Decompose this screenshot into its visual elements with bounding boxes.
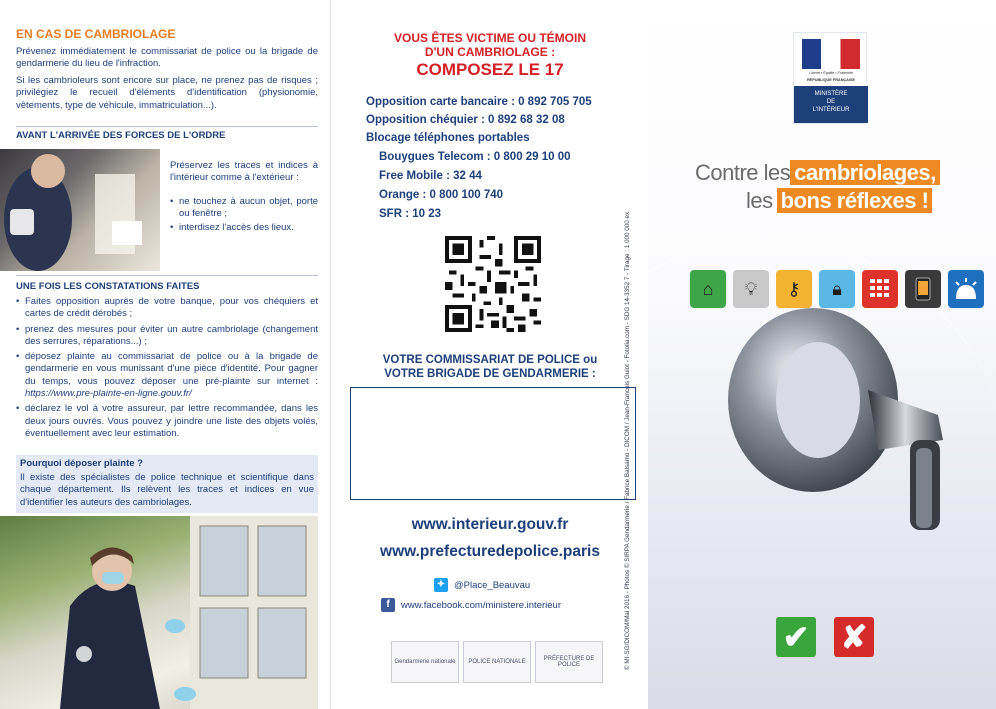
phone-orange: Orange : 0 800 100 740 bbox=[379, 189, 504, 201]
avant-intro: Préservez les traces et indices à l'intérieur comme à l'extérieur : bbox=[170, 160, 318, 184]
address-box[interactable] bbox=[350, 387, 636, 500]
avant-item-1: • ne touchez à aucun objet, porte ou fenêtre ; bbox=[170, 196, 318, 221]
blocage-title: Blocage téléphones portables bbox=[366, 132, 530, 144]
tagline-2-text: les bbox=[746, 188, 773, 213]
phone-sfr: SFR : 10 23 bbox=[379, 208, 441, 220]
constat-item-4: • déclarez le vol à votre assureur, par lettre recommandée, dans les deux jours ouvrés. Vous pouvez y joindre une liste des objets volés, éventuellement avec leur estimation. bbox=[16, 403, 318, 440]
police-nationale-logo bbox=[463, 641, 531, 683]
url-prefecture[interactable]: www.prefecturedepolice.paris bbox=[380, 543, 600, 560]
cambriolage-paragraph-1: Prévenez immédiatement le commissariat de police ou la brigade de gendarmerie du lieu de l'infraction. bbox=[16, 46, 318, 70]
ministere-line-1: MINISTÈRE bbox=[814, 91, 848, 97]
key-illustration bbox=[718, 300, 978, 550]
pourquoi-text: Il existe des spécialistes de police technique et scientifique dans chaque département. Ils relèvent les traces et indices en vue d'identifier les auteurs des cambriolages. bbox=[20, 472, 314, 508]
phone-free: Free Mobile : 32 44 bbox=[379, 170, 482, 182]
ministere-line-3: L'INTÉRIEUR bbox=[812, 107, 850, 113]
republique-francaise: RÉPUBLIQUE FRANÇAISE bbox=[806, 78, 856, 82]
legal-mentions: © MI-SG/DICOM/Mai 2016 - Photos © SIRPA Gendarmerie / Fabrice Balsamo - DICOM / Jean-Francois Guiot - Fotolia.com - SDG 14-3352 7 - Tirage : 1 000 000 ex. bbox=[624, 210, 631, 670]
avant-item-2: • interdisez l'accès des lieux. bbox=[170, 222, 318, 234]
headline-line-2: D'UN CAMBRIOLAGE : bbox=[424, 45, 556, 59]
police-logo-text: POLICE NATIONALE bbox=[468, 659, 526, 665]
constat-item-3 bbox=[16, 351, 318, 400]
gendarmerie-logo-text: Gendarmerie nationale bbox=[394, 659, 456, 665]
divider bbox=[16, 275, 318, 276]
facebook-url: www.facebook.com/ministere.interieur bbox=[401, 599, 561, 611]
opposition-cheque: Opposition chéquier : 0 892 68 32 08 bbox=[366, 114, 565, 126]
cambriolage-paragraph-2: Si les cambrioleurs sont encore sur place, ne prenez pas de risques ; privilégiez le recueil d'éléments d'identification (physionomie, vêtements, type de véhicule, immatriculation...). bbox=[16, 75, 318, 111]
marianne-logo bbox=[793, 32, 867, 124]
gendarme-photo bbox=[0, 149, 160, 271]
cambriolage-title: EN CAS DE CAMBRIOLAGE bbox=[16, 27, 176, 41]
facebook-icon: f bbox=[381, 598, 395, 612]
facebook-row[interactable] bbox=[381, 598, 561, 612]
qr-code[interactable] bbox=[445, 236, 541, 332]
middle-panel bbox=[330, 0, 648, 709]
headline-line-1: VOUS ÊTES VICTIME OU TÉMOIN bbox=[393, 31, 587, 45]
check-icon: ✔ bbox=[776, 617, 816, 657]
divider bbox=[16, 126, 318, 127]
twitter-handle: @Place_Beauvau bbox=[454, 579, 531, 591]
twitter-icon: ✦ bbox=[434, 578, 448, 592]
pourquoi-title: Pourquoi déposer plainte ? bbox=[20, 458, 143, 469]
ministere-line-2: DE bbox=[826, 99, 836, 105]
tagline-1-text: Contre les bbox=[695, 160, 791, 185]
gendarmerie-logo bbox=[391, 641, 459, 683]
constat-list bbox=[16, 296, 318, 440]
constat-item-2: • prenez des mesures pour éviter un autre cambriolage (changement des serrures, réparations...) ; bbox=[16, 324, 318, 349]
ministere-block bbox=[794, 86, 868, 123]
preplainte-link[interactable]: https://www.pre-plainte-en-ligne.gouv.fr/ bbox=[25, 388, 192, 400]
twitter-row[interactable] bbox=[434, 578, 530, 592]
tagline-line-2 bbox=[746, 188, 932, 214]
marianne-motto: Liberté • Égalité • Fraternité bbox=[809, 71, 853, 75]
left-panel bbox=[0, 0, 330, 709]
forensic-photo bbox=[0, 516, 318, 709]
constat-item-1: • Faites opposition auprès de votre banque, pour vos chéquiers et cartes de crédit dérobés ; bbox=[16, 296, 318, 321]
tagline-1-highlight: cambriolages, bbox=[790, 160, 939, 185]
headline-call-17: COMPOSEZ LE 17 bbox=[416, 60, 564, 79]
key-icon: ⚷ bbox=[776, 270, 812, 308]
avant-title: AVANT L'ARRIVÉE DES FORCES DE L'ORDRE bbox=[16, 130, 226, 141]
opposition-carte: Opposition carte bancaire : 0 892 705 705 bbox=[366, 96, 592, 108]
cross-icon: ✘ bbox=[834, 617, 874, 657]
marianne-flag bbox=[802, 39, 860, 69]
tagline-line-1 bbox=[695, 160, 940, 186]
prefecture-logo-text: PRÉFECTURE DE POLICE bbox=[543, 656, 595, 668]
padlock-icon: 🔒︎ bbox=[819, 270, 855, 308]
url-interieur[interactable]: www.interieur.gouv.fr bbox=[411, 516, 569, 533]
tagline-2-highlight: bons réflexes ! bbox=[777, 188, 933, 213]
constat-item-3-text: déposez plainte au commissariat de police ou à la brigade de gendarmerie en vous munissant d'une pièce d'identité. Pour gagner du temps, vous pouvez déposer une pré-plainte sur internet : bbox=[25, 351, 318, 387]
lightbulb-icon: 💡︎ bbox=[733, 270, 769, 308]
avant-list bbox=[170, 196, 318, 234]
commissariat-line-2: VOTRE BRIGADE DE GENDARMERIE : bbox=[384, 368, 596, 380]
phone-bouygues: Bouygues Telecom : 0 800 29 10 00 bbox=[379, 151, 571, 163]
commissariat-line-1: VOTRE COMMISSARIAT DE POLICE ou bbox=[382, 354, 598, 366]
prefecture-police-logo bbox=[535, 641, 603, 683]
house-icon: ⌂ bbox=[690, 270, 726, 308]
constat-title: UNE FOIS LES CONSTATATIONS FAITES bbox=[16, 281, 200, 292]
right-panel bbox=[648, 0, 996, 709]
